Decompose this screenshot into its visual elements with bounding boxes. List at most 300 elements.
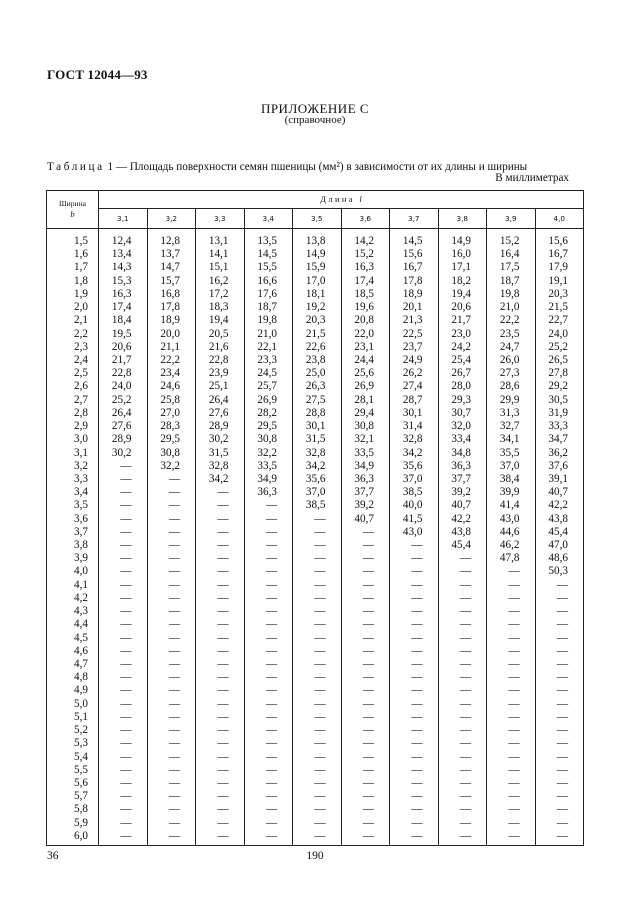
area-value: 30,1 [390,407,439,420]
area-value: — [341,671,390,684]
area-value: — [196,764,245,777]
area-value: — [293,565,342,578]
area-value: 27,0 [147,407,196,420]
area-value: — [244,698,293,711]
length-column-header: 3,9 [487,209,536,229]
area-value: 34,1 [487,433,536,446]
area-value: — [535,737,584,750]
area-value: 19,2 [293,301,342,314]
area-value: — [196,579,245,592]
area-value: — [244,645,293,658]
area-value: 18,9 [147,314,196,327]
width-value: 5,4 [47,751,99,764]
area-value: — [99,764,148,777]
area-value: 29,3 [438,394,487,407]
table-row [47,605,584,618]
area-value: — [438,645,487,658]
area-value: — [535,658,584,671]
table-caption-number: 1 [107,161,114,173]
area-value: 30,5 [535,394,584,407]
area-value: — [438,698,487,711]
width-value: 5,6 [47,777,99,790]
document-code: ГОСТ 12044—93 [47,67,148,82]
width-value: 6,0 [47,830,99,846]
table-row [47,764,584,777]
area-value: 27,8 [535,367,584,380]
area-value: — [487,592,536,605]
area-value: 13,1 [196,235,245,248]
area-value: — [293,790,342,803]
area-value: — [390,698,439,711]
area-value: 34,2 [293,460,342,473]
area-value: 39,9 [487,486,536,499]
area-value: — [147,565,196,578]
area-value: 18,2 [438,275,487,288]
length-column-header: 3,8 [438,209,487,229]
table-row [47,552,584,565]
width-value: 2,7 [47,394,99,407]
table-row [47,526,584,539]
area-value: — [244,632,293,645]
area-value: 25,4 [438,354,487,367]
area-value: 14,3 [99,261,148,274]
area-value: — [147,486,196,499]
table-row [47,261,584,274]
area-value: 23,3 [244,354,293,367]
area-value: — [147,552,196,565]
width-header-label: Ширина [58,199,87,208]
area-value: — [99,605,148,618]
table-row [47,235,584,248]
area-value: — [341,658,390,671]
area-value: 30,8 [147,447,196,460]
area-value: — [196,592,245,605]
area-value: — [99,790,148,803]
area-value: — [147,473,196,486]
area-value: — [341,790,390,803]
width-value: 3,3 [47,473,99,486]
area-value: 21,7 [99,354,148,367]
area-value: 34,9 [244,473,293,486]
area-value: — [438,737,487,750]
area-value: 38,5 [293,499,342,512]
area-value: — [196,698,245,711]
area-value: 17,6 [244,288,293,301]
area-value: — [535,803,584,816]
area-value: 29,5 [244,420,293,433]
area-value: — [535,751,584,764]
area-value: 16,0 [438,248,487,261]
area-value: — [535,724,584,737]
area-value: — [244,539,293,552]
area-value: — [244,737,293,750]
area-value: — [487,658,536,671]
area-value: — [147,645,196,658]
area-value: 28,0 [438,380,487,393]
width-value: 4,4 [47,618,99,631]
area-value: — [293,645,342,658]
area-value: — [244,764,293,777]
area-value: 33,3 [535,420,584,433]
width-value: 3,7 [47,526,99,539]
area-value: 20,5 [196,328,245,341]
area-value: 16,3 [99,288,148,301]
area-value: 36,3 [244,486,293,499]
area-value: 40,7 [341,513,390,526]
area-value: 37,7 [341,486,390,499]
table-row [47,737,584,750]
area-value: 19,5 [99,328,148,341]
width-value: 3,2 [47,460,99,473]
area-value: — [390,618,439,631]
table-row [47,367,584,380]
area-value: — [293,724,342,737]
area-value: — [196,737,245,750]
area-value: 27,4 [390,380,439,393]
area-value: — [99,817,148,830]
units-note: В миллиметрах [495,172,569,184]
area-value: 22,6 [293,341,342,354]
area-value: — [147,499,196,512]
area-value: 40,7 [438,499,487,512]
area-value: — [147,711,196,724]
area-value: 30,7 [438,407,487,420]
area-value: — [390,579,439,592]
area-value: — [535,830,584,846]
area-value: 20,6 [438,301,487,314]
width-value: 3,4 [47,486,99,499]
width-value: 3,6 [47,513,99,526]
table-row [47,711,584,724]
area-value: — [244,592,293,605]
area-value: 18,7 [244,301,293,314]
area-value: — [341,579,390,592]
area-value: — [341,684,390,697]
width-value: 3,5 [47,499,99,512]
area-value: 30,2 [196,433,245,446]
area-value: 31,4 [390,420,439,433]
area-value: 40,0 [390,499,439,512]
area-value: — [293,737,342,750]
area-value: — [390,777,439,790]
table-row [47,632,584,645]
area-value: — [293,830,342,846]
area-value: 28,8 [293,407,342,420]
area-value: 30,8 [341,420,390,433]
area-value: 18,3 [196,301,245,314]
area-value: 34,2 [390,447,439,460]
width-value: 1,6 [47,248,99,261]
area-value: — [341,698,390,711]
area-value: — [99,751,148,764]
area-value: 14,9 [438,235,487,248]
area-value: 25,8 [147,394,196,407]
table-caption-label: Таблица [47,161,105,173]
area-value: 12,4 [99,235,148,248]
area-value: 15,2 [341,248,390,261]
area-value: — [341,645,390,658]
area-value: — [438,724,487,737]
area-value: 45,4 [535,526,584,539]
area-value: 29,4 [341,407,390,420]
area-value: — [99,830,148,846]
area-value: 25,7 [244,380,293,393]
area-value: — [293,618,342,631]
length-column-header: 3,7 [390,209,439,229]
area-value: — [293,803,342,816]
area-value: 16,2 [196,275,245,288]
area-value: 17,9 [535,261,584,274]
area-value: 35,5 [487,447,536,460]
area-value: 26,9 [244,394,293,407]
area-value: 27,6 [196,407,245,420]
area-value: 19,4 [196,314,245,327]
area-value: — [99,579,148,592]
area-value: — [487,803,536,816]
area-value: 28,6 [487,380,536,393]
area-value: — [196,711,245,724]
area-value: 16,7 [390,261,439,274]
width-value: 2,6 [47,380,99,393]
area-value: — [293,513,342,526]
area-value: — [535,711,584,724]
area-value: 21,1 [147,341,196,354]
area-value: — [341,526,390,539]
area-value: — [293,711,342,724]
area-value: 46,2 [487,539,536,552]
area-value: — [438,777,487,790]
area-value: — [341,565,390,578]
area-value: 29,5 [147,433,196,446]
area-value: — [147,830,196,846]
area-value: — [341,711,390,724]
length-column-header: 3,6 [341,209,390,229]
area-value: — [438,671,487,684]
area-value: — [438,803,487,816]
area-value: 28,9 [99,433,148,446]
area-value: 36,3 [438,460,487,473]
area-value: — [438,790,487,803]
area-value: — [99,737,148,750]
width-value: 4,9 [47,684,99,697]
area-value: — [438,711,487,724]
area-value: 38,5 [390,486,439,499]
area-value: 18,1 [293,288,342,301]
area-value: — [244,618,293,631]
table-row [47,658,584,671]
width-value: 1,9 [47,288,99,301]
length-header [99,191,584,209]
area-value: — [244,579,293,592]
area-value: 20,0 [147,328,196,341]
area-value: 33,5 [341,447,390,460]
area-value: — [535,592,584,605]
width-value: 5,5 [47,764,99,777]
area-value: — [147,698,196,711]
table-row [47,645,584,658]
area-value: — [487,684,536,697]
area-value: 29,9 [487,394,536,407]
width-value: 3,0 [47,433,99,446]
area-value: 14,2 [341,235,390,248]
area-value: — [487,830,536,846]
area-value: — [147,632,196,645]
width-value: 5,1 [47,711,99,724]
area-value: 16,6 [244,275,293,288]
area-value: 23,9 [196,367,245,380]
area-value: — [99,803,148,816]
area-value: — [196,513,245,526]
width-value: 4,0 [47,565,99,578]
width-value: 2,4 [47,354,99,367]
area-value: 32,7 [487,420,536,433]
area-value: 19,4 [438,288,487,301]
table-row [47,420,584,433]
area-value: 32,1 [341,433,390,446]
width-value: 4,1 [47,579,99,592]
area-value: 22,5 [390,328,439,341]
area-value: 31,3 [487,407,536,420]
area-value: 30,2 [99,447,148,460]
length-column-header: 3,1 [99,209,148,229]
area-value: — [244,658,293,671]
area-value: 18,5 [341,288,390,301]
width-header [47,191,99,229]
area-value: 15,7 [147,275,196,288]
area-value: 13,7 [147,248,196,261]
area-value: — [341,764,390,777]
area-value: — [487,645,536,658]
area-value: — [99,684,148,697]
area-value: — [535,777,584,790]
area-value: — [341,751,390,764]
area-value: — [196,499,245,512]
area-value: — [99,486,148,499]
area-value: — [390,671,439,684]
area-value: 22,8 [99,367,148,380]
area-value: 38,4 [487,473,536,486]
table-row [47,394,584,407]
area-value: — [438,565,487,578]
area-value: 23,5 [487,328,536,341]
area-value: — [487,605,536,618]
table-row [47,433,584,446]
width-value: 4,2 [47,592,99,605]
area-value: 21,6 [196,341,245,354]
area-value: — [244,684,293,697]
area-value: — [147,592,196,605]
area-value: — [438,751,487,764]
area-value: 44,6 [487,526,536,539]
area-value: — [438,632,487,645]
length-column-header: 4,0 [535,209,584,229]
area-value: 32,0 [438,420,487,433]
area-value: 32,8 [293,447,342,460]
area-value: — [99,539,148,552]
table-row [47,301,584,314]
area-value: 48,6 [535,552,584,565]
area-value: — [99,724,148,737]
area-value: 25,2 [99,394,148,407]
width-value: 3,8 [47,539,99,552]
width-value: 2,9 [47,420,99,433]
area-value: — [293,764,342,777]
table-row [47,684,584,697]
area-value: 42,2 [535,499,584,512]
width-value: 5,2 [47,724,99,737]
area-value: 28,1 [341,394,390,407]
area-value: 34,2 [196,473,245,486]
area-value: — [390,645,439,658]
area-value: — [196,658,245,671]
area-value: 22,8 [196,354,245,367]
area-value: — [244,751,293,764]
area-value: 14,9 [293,248,342,261]
area-value: — [244,817,293,830]
area-value: 20,8 [341,314,390,327]
area-value: — [196,684,245,697]
area-value: 37,0 [293,486,342,499]
length-column-header: 3,4 [244,209,293,229]
table-row [47,407,584,420]
area-value: — [196,486,245,499]
width-value: 4,7 [47,658,99,671]
table-row [47,790,584,803]
area-value: — [293,605,342,618]
area-value: 35,6 [293,473,342,486]
table-row [47,473,584,486]
area-value: 31,9 [535,407,584,420]
area-value: — [487,751,536,764]
area-value: — [293,526,342,539]
area-value: — [487,737,536,750]
area-value: — [341,737,390,750]
area-value: 31,5 [293,433,342,446]
area-value: 15,6 [535,235,584,248]
table-row [47,698,584,711]
length-column-header: 3,3 [196,209,245,229]
area-value: — [293,671,342,684]
area-value: — [293,658,342,671]
area-value: 28,3 [147,420,196,433]
area-value: 21,0 [487,301,536,314]
area-value: — [390,565,439,578]
area-value: 25,0 [293,367,342,380]
area-value: — [535,698,584,711]
area-value: — [147,737,196,750]
area-value: 18,7 [487,275,536,288]
area-value: 24,4 [341,354,390,367]
area-value: — [147,658,196,671]
area-value: — [341,777,390,790]
area-value: — [196,565,245,578]
area-value: 31,5 [196,447,245,460]
width-value: 5,8 [47,803,99,816]
area-value: 20,3 [293,314,342,327]
area-value: 21,3 [390,314,439,327]
table-row [47,579,584,592]
table-row [47,513,584,526]
area-value: — [244,513,293,526]
area-value: — [535,817,584,830]
area-value: 39,2 [341,499,390,512]
area-value: 26,9 [341,380,390,393]
area-value: 34,7 [535,433,584,446]
area-value: 30,1 [293,420,342,433]
area-value: — [196,632,245,645]
area-value: — [390,592,439,605]
area-value: — [535,645,584,658]
